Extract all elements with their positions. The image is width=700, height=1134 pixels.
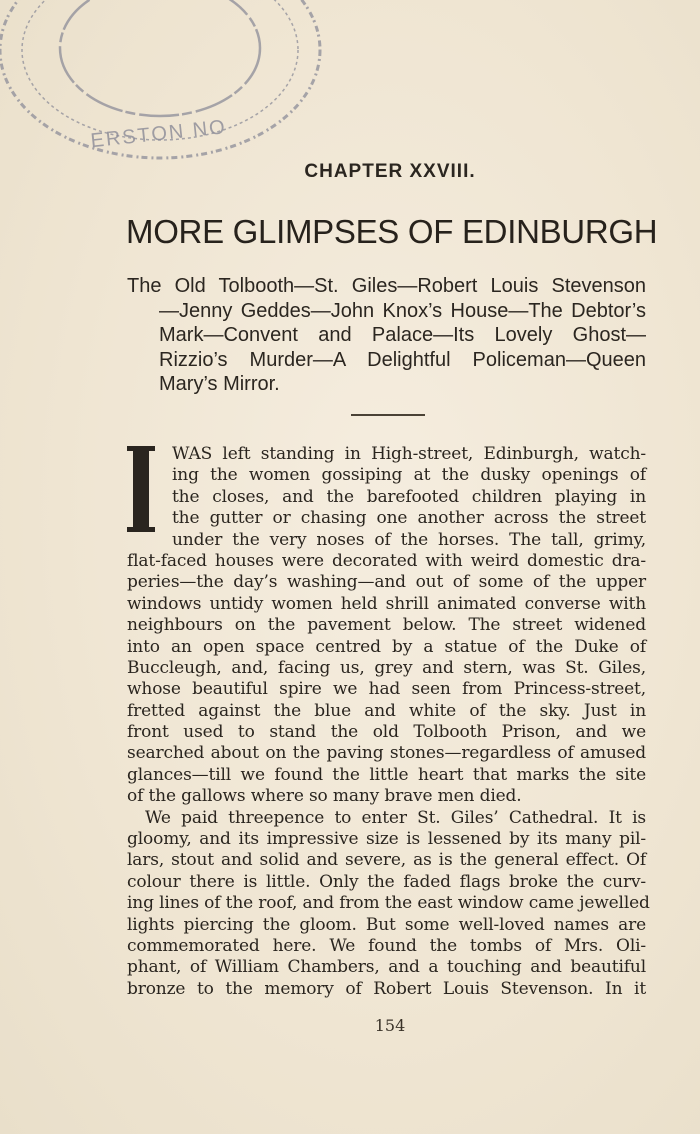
synopsis-line: Mark—Convent and Palace—Its Lovely Ghost— xyxy=(159,324,646,346)
synopsis-line: The Old Tolbooth—St. Giles—Robert Louis Stevenson xyxy=(127,275,646,297)
synopsis-line: Rizzio’s Murder—A Delightful Policeman—Queen xyxy=(159,348,646,371)
stamp-text: ERSTON NO xyxy=(89,116,228,153)
body-line: peries—the day’s washing—and out of some of the upper xyxy=(127,572,646,593)
body-line: glances—till we found the little heart that marks the site xyxy=(127,764,646,785)
body-line: searched about on the paving stones—regardless of amused xyxy=(127,743,646,764)
body-line: front used to stand the old Tolbooth Prison, and we xyxy=(127,722,646,743)
body-line: Buccleugh, and, facing us, grey and stern, was St. Giles, xyxy=(127,657,646,678)
body-line: ing the women gossiping at the dusky openings of xyxy=(172,465,646,486)
body-line: lights piercing the gloom. But some well-loved names are xyxy=(127,914,646,935)
body-line: of the gallows where so many brave men died. xyxy=(127,786,522,807)
synopsis-line: Mary’s Mirror. xyxy=(159,373,280,395)
body-line: phant, of William Chambers, and a touching and beautiful xyxy=(127,957,646,978)
page-number: 154 xyxy=(374,1016,406,1035)
body-line: the closes, and the barefooted children playing in xyxy=(172,486,646,507)
body-line: colour there is little. Only the faded flags broke the curv- xyxy=(127,871,646,892)
body-line: whose beautiful spire we had seen from Princess-street, xyxy=(127,679,646,700)
body-line: under the very noses of the horses. The tall, grimy, xyxy=(172,529,646,550)
body-line: commemorated here. We found the tombs of Mrs. Oli- xyxy=(127,935,646,956)
synopsis-line: —Jenny Geddes—John Knox’s House—The Debtor’s xyxy=(159,299,646,322)
body-line: ing lines of the roof, and from the east window came jewelled xyxy=(127,893,650,914)
body-line: flat-faced houses were decorated with weird domestic dra- xyxy=(127,550,646,571)
chapter-synopsis xyxy=(127,274,646,397)
body-line: lars, stout and solid and severe, as is the general effect. Of xyxy=(127,850,646,871)
body-line: neighbours on the pavement below. The street widened xyxy=(127,615,646,636)
body-line: gloomy, and its impressive size is lessened by its many pil- xyxy=(127,829,646,850)
body-text xyxy=(127,444,650,1000)
body-line: windows untidy women held shrill animated converse with xyxy=(127,593,646,614)
chapter-number: CHAPTER XXVIII. xyxy=(304,161,476,182)
body-line: We paid threepence to enter St. Giles’ Cathedral. It is xyxy=(145,807,646,828)
body-line: into an open space centred by a statue of the Duke of xyxy=(127,636,646,657)
library-stamp xyxy=(0,0,340,170)
body-line: bronze to the memory of Robert Louis Stevenson. In it xyxy=(127,978,646,999)
section-divider xyxy=(351,414,425,416)
body-line: fretted against the blue and white of the sky. Just in xyxy=(127,700,646,721)
body-line: WAS left standing in High-street, Edinburgh, watch- xyxy=(172,444,646,464)
body-line: the gutter or chasing one another across the street xyxy=(172,508,646,529)
chapter-title: MORE GLIMPSES OF EDINBURGH xyxy=(126,213,658,250)
